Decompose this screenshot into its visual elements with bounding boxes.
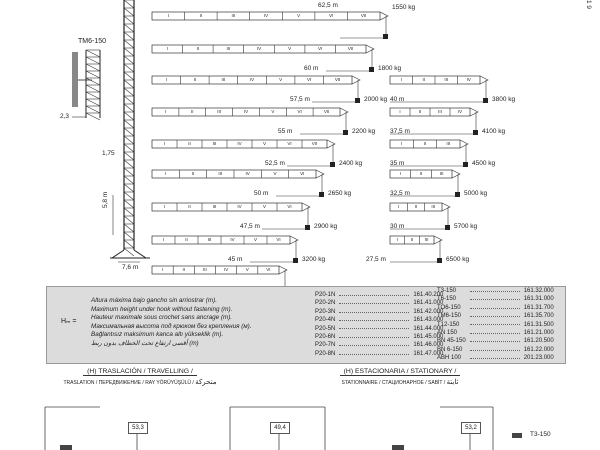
- code-name: ABH 100: [437, 355, 462, 362]
- jib-segment-label: I: [167, 13, 169, 18]
- jib-length: 60 m: [304, 65, 319, 72]
- dimension-2-3: 2,3: [60, 113, 70, 120]
- code-row: [313, 299, 445, 307]
- code-row: [313, 308, 445, 316]
- jib-segment-label: II: [414, 204, 418, 209]
- jib-length: 30 m: [390, 223, 405, 230]
- code-value: 161.35.700: [523, 313, 554, 320]
- jib-segment-label: IV: [466, 77, 471, 82]
- jib-load: 6500 kg: [446, 256, 470, 263]
- jib-segment-label: II: [196, 46, 200, 51]
- height-symbol: Hₘ =: [61, 318, 77, 325]
- desc-es: Altura máxima bajo gancho sin arriostrar (m).: [91, 297, 217, 304]
- jib-segment-label: III: [446, 141, 451, 146]
- jib-length: 52,5 m: [265, 160, 285, 167]
- code-row: [435, 329, 556, 337]
- code-value: 161.46.000: [413, 342, 444, 349]
- jib-length: 27,5 m: [366, 256, 386, 263]
- jib-length: 47,5 m: [240, 223, 260, 230]
- jib-segment-label: II: [410, 237, 414, 242]
- code-dots: [337, 308, 411, 316]
- height-info-panel: [46, 286, 566, 364]
- jib-segment-label: IV: [243, 109, 249, 114]
- jib-segment-label: V: [279, 77, 283, 82]
- code-row: [313, 291, 445, 299]
- jib-load: 2900 kg: [314, 223, 338, 230]
- jib-segment-label: III: [212, 204, 217, 209]
- jib-segment-label: IV: [237, 141, 242, 146]
- jib-segment-label: VII: [334, 77, 341, 82]
- jib-segment-label: II: [199, 13, 203, 18]
- jib-segment-label: I: [399, 171, 401, 176]
- jib-segment-label: IV: [237, 204, 242, 209]
- jib-segment-label: IV: [263, 13, 269, 18]
- jib-segment-label: VI: [300, 171, 305, 176]
- dimension-base: 7,6 m: [122, 264, 139, 271]
- jib-segment-label: III: [203, 267, 207, 272]
- jib-length: 57,5 m: [290, 96, 310, 103]
- code-name: P20-7N: [315, 342, 336, 349]
- jib-segment-label: III: [231, 13, 236, 18]
- code-value: 161.22.000: [523, 346, 554, 353]
- jib-length: 45 m: [228, 256, 243, 263]
- code-row: [313, 350, 445, 358]
- code-dots: [468, 304, 522, 312]
- jib-segment-label: VII: [360, 13, 367, 18]
- jib-length: 40 m: [390, 96, 405, 103]
- desc-en: Maximum height under hook without fastening (m).: [91, 305, 233, 313]
- jib-segment-label: II: [182, 267, 186, 272]
- height-description: [91, 297, 252, 348]
- travelling-arabic: متحركة: [195, 379, 217, 386]
- jib-segment-label: I: [161, 267, 164, 272]
- jib-segment-label: V: [271, 109, 275, 114]
- jib-segment-label: III: [438, 109, 442, 114]
- code-dots: [468, 354, 522, 362]
- jib-length: 62,5 m: [318, 2, 338, 9]
- code-value: 161.31.700: [523, 304, 554, 311]
- dimension-5-8: 5,8 m: [102, 191, 109, 208]
- travelling-title: (H) TRASLACIÓN / TRAVELLING /: [87, 368, 193, 375]
- code-dots: [468, 321, 522, 329]
- code-name: T12-150: [437, 321, 460, 328]
- code-value: 161.32.000: [523, 288, 554, 294]
- code-name: P20-5N: [315, 325, 336, 332]
- code-name: P20-6N: [315, 334, 336, 341]
- stationary-header: [300, 368, 500, 386]
- desc-tr: Bağlantısız maksimum kanca altı yükseklik (m).: [91, 331, 224, 338]
- jib-segment-label: II: [418, 109, 422, 114]
- code-value: 161.31.000: [523, 296, 554, 303]
- code-value: 161.43.000: [413, 317, 444, 324]
- jib-segment-label: VI: [328, 13, 334, 18]
- code-row: [435, 354, 556, 362]
- jib-segment-label: IV: [457, 109, 463, 114]
- jib-segment-label: VI: [317, 46, 323, 51]
- jib-segment-label: VII: [323, 109, 330, 114]
- jib-segment-label: VI: [306, 77, 312, 82]
- jib-segment-label: IV: [256, 46, 262, 51]
- code-name: AN 150: [437, 330, 458, 337]
- jib-load: 5000 kg: [464, 190, 488, 197]
- code-name: P20-2N: [315, 300, 336, 307]
- jib-segment-label: IV: [230, 237, 235, 242]
- jib-segment-label: VI: [297, 109, 302, 114]
- code-name: BN 45-150: [437, 338, 466, 345]
- code-dots: [468, 346, 522, 354]
- jib-segment-label: VI: [276, 237, 281, 242]
- code-value: 161.20.500: [523, 338, 554, 345]
- codes-left-table: [313, 291, 445, 358]
- desc-ar: أقصى ارتفاع تحت الخطاف بدون ربط (m): [91, 339, 199, 347]
- jib-segment-label: V: [288, 46, 292, 51]
- jib-load: 5700 kg: [454, 223, 478, 230]
- code-dots: [337, 350, 411, 358]
- code-dots: [468, 337, 522, 345]
- jib-segment-label: I: [166, 46, 168, 51]
- stationary-arabic: ثابتة: [446, 379, 459, 386]
- jib-length: 55 m: [278, 128, 293, 135]
- code-dots: [337, 325, 411, 333]
- code-dots: [337, 299, 411, 307]
- code-value: 161.47.000: [413, 350, 444, 357]
- jib-segment-label: V: [297, 13, 301, 18]
- code-row: [435, 287, 556, 295]
- code-row: [435, 321, 556, 329]
- jib-segment-label: VII: [347, 46, 354, 51]
- jib-load: 2200 kg: [352, 128, 376, 135]
- jib-length: 32,5 m: [390, 190, 410, 197]
- jib-length: 35 m: [390, 160, 405, 167]
- code-dots: [337, 316, 411, 324]
- jib-segment-label: I: [162, 237, 165, 242]
- jib-load: 3200 kg: [302, 256, 326, 263]
- code-name: P20-4N: [315, 317, 336, 324]
- code-value: 161.45.000: [413, 334, 444, 341]
- code-name: TM6-150: [437, 313, 462, 320]
- travelling-header: [0, 368, 280, 386]
- jib-segment-label: III: [217, 109, 221, 114]
- code-name: P20-3N: [315, 308, 336, 315]
- jib-segment-label: III: [207, 237, 212, 242]
- value-box-stationary-1: 49,4: [270, 422, 290, 434]
- stationary-subtitle: STATIONNAIRE / СТАЦИОНАРНОЕ / SABİT /: [341, 380, 446, 386]
- jib-segment-label: II: [419, 171, 423, 176]
- code-value: 161.40.200: [413, 292, 444, 298]
- jib-segment-label: IV: [245, 171, 250, 176]
- jib-segment-label: I: [165, 171, 167, 176]
- stationary-title: (H) ESTACIONARIA / STATIONARY /: [343, 368, 457, 375]
- jib-load: 2650 kg: [328, 190, 352, 197]
- code-value: 161.42.000: [413, 308, 444, 315]
- jib-segment-label: II: [188, 141, 191, 146]
- jib-segment-label: III: [226, 46, 231, 51]
- jib-segment-label: II: [191, 109, 194, 114]
- jib-segment-label: I: [163, 204, 166, 209]
- jib-segment-label: II: [193, 77, 197, 82]
- jib-segment-label: II: [422, 77, 426, 82]
- code-row: [313, 316, 445, 324]
- jib-load: 4100 kg: [482, 128, 506, 135]
- jib-segment-label: VI: [287, 204, 292, 209]
- jib-segment-label: II: [423, 141, 427, 146]
- code-dots: [337, 291, 411, 299]
- legend-label: T3-150: [530, 431, 551, 438]
- code-name: P20-1N: [315, 292, 336, 298]
- crane-model-label: TM6-150: [78, 38, 107, 45]
- jib-segment-label: II: [191, 171, 195, 176]
- jib-segment-label: I: [401, 141, 403, 146]
- jib-segment-label: V: [253, 237, 257, 242]
- code-row: [435, 295, 556, 303]
- code-name: BN 6-150: [437, 346, 463, 353]
- jib-segment-label: II: [185, 237, 188, 242]
- jib-segment-label: VI: [287, 141, 292, 146]
- code-row: [435, 304, 556, 312]
- jib-segment-label: V: [262, 204, 266, 209]
- jib-segment-label: IV: [223, 267, 229, 272]
- jib-length: 37,5 m: [390, 128, 410, 135]
- code-row: [435, 337, 556, 345]
- code-name: T6-150: [437, 296, 457, 303]
- jib-segment-label: III: [444, 77, 449, 82]
- jib-length: 50 m: [254, 190, 269, 197]
- jib-load: 2400 kg: [339, 160, 363, 167]
- code-row: [435, 312, 556, 320]
- jib-segment-label: VII: [311, 141, 318, 146]
- jib-segment-label: I: [398, 204, 400, 209]
- jib-segment-label: I: [399, 109, 401, 114]
- travelling-subtitle: TRASLATION / ПЕРЕДВИЖЕНИЕ / RAY YÖRÜYÜŞÜLÜ /: [63, 380, 194, 386]
- code-dots: [337, 333, 411, 341]
- jib-segment-label: III: [218, 171, 223, 176]
- jib-segment-label: III: [424, 237, 429, 242]
- code-value: 201.23.000: [523, 355, 554, 362]
- jib-segment-label: I: [396, 237, 398, 242]
- code-row: [313, 341, 445, 349]
- jib-segment-label: IV: [249, 77, 255, 82]
- code-row: [435, 346, 556, 354]
- jib-load: 1550 kg: [392, 4, 416, 11]
- jib-load: 4500 kg: [472, 160, 496, 167]
- codes-right-table: [435, 287, 556, 363]
- jib-segment-label: I: [165, 77, 167, 82]
- code-dots: [337, 341, 411, 349]
- jib-segment-label: I: [164, 109, 167, 114]
- jib-segment-label: V: [245, 267, 249, 272]
- code-row: [313, 325, 445, 333]
- jib-load: 1800 kg: [378, 65, 402, 72]
- code-name: P20-8N: [315, 350, 336, 357]
- legend-swatch: [512, 433, 522, 438]
- code-name: T3-150: [437, 288, 457, 294]
- jib-segment-label: V: [273, 171, 277, 176]
- code-value: 161.21.000: [523, 330, 554, 337]
- desc-ru: Максимальная высота под крюком без крепления (м).: [91, 322, 252, 330]
- jib-segment-label: I: [163, 141, 166, 146]
- dimension-1-75: 1,75: [102, 150, 115, 157]
- jib-segment-label: I: [400, 77, 402, 82]
- code-value: 161.31.500: [523, 321, 554, 328]
- jib-load: 3800 kg: [492, 96, 516, 103]
- jib-segment-label: V: [262, 141, 266, 146]
- code-value: 161.41.000: [413, 300, 444, 307]
- code-dots: [468, 295, 522, 303]
- jib-load: 2000 kg: [364, 96, 388, 103]
- jib-segment-label: III: [212, 141, 217, 146]
- jib-segment-label: III: [431, 204, 436, 209]
- desc-fr: Hauteur maximale sous crochet sans ancrage (m).: [91, 314, 233, 321]
- value-box-travelling: 53,3: [128, 422, 148, 434]
- jib-segment-label: III: [221, 77, 226, 82]
- code-dots: [468, 287, 522, 295]
- side-digits: 1 9: [585, 0, 592, 10]
- value-box-stationary-2: 53,2: [461, 422, 481, 434]
- code-name: TO6-150: [437, 304, 461, 311]
- bottom-diagram-lines: [0, 395, 600, 450]
- jib-segment-label: III: [439, 171, 444, 176]
- code-value: 161.44.000: [413, 325, 444, 332]
- code-dots: [468, 312, 522, 320]
- code-row: [313, 333, 445, 341]
- code-dots: [468, 329, 522, 337]
- jib-segment-label: II: [188, 204, 191, 209]
- jib-segment-label: VI: [266, 267, 271, 272]
